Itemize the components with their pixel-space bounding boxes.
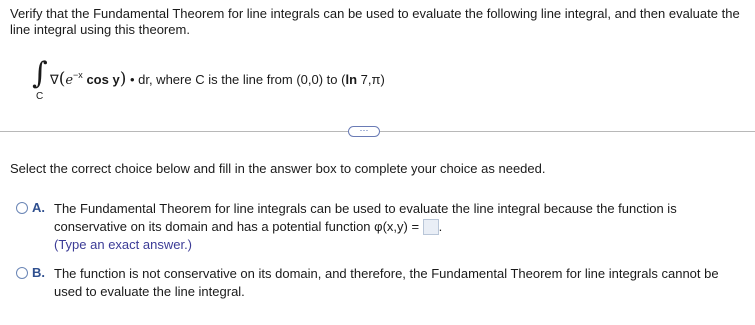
choice-a-text	[54, 200, 734, 254]
question-text: Verify that the Fundamental Theorem for line integrals can be used to evaluate the following line integral, and then evaluate the line integral using this theorem.	[10, 6, 740, 37]
ln-term: ln	[345, 72, 358, 87]
answer-input-box[interactable]	[423, 219, 439, 235]
choice-b-letter: B.	[32, 265, 45, 280]
integral-description: • dr, where C is the line from (0,0) to (	[129, 72, 346, 87]
endpoint-tail: 7,π)	[357, 72, 385, 87]
integrand	[50, 69, 385, 89]
exponent: −x	[73, 70, 83, 80]
radio-choice-a[interactable]	[16, 202, 28, 214]
more-button[interactable]: ···	[348, 126, 380, 137]
close-paren: )	[119, 69, 127, 89]
choice-a-period: .	[438, 219, 443, 234]
answer-hint: (Type an exact answer.)	[54, 237, 193, 252]
choice-a-statement: The Fundamental Theorem for line integrals can be used to evaluate the line integral because the function is conservative on its domain and has a potential function φ(x,y) =	[54, 201, 677, 234]
integral-subscript: C	[36, 91, 44, 102]
choice-b-text: The function is not conservative on its domain, and therefore, the Fundamental Theorem for line integrals cannot be used to evaluate the line integral.	[54, 266, 719, 299]
open-paren: (	[58, 69, 66, 89]
radio-choice-b[interactable]	[16, 267, 28, 279]
exp-base: e	[65, 73, 74, 88]
cos-term: cos y	[86, 72, 120, 87]
line-integral-expression	[30, 57, 630, 103]
nabla-symbol: ∇	[50, 72, 59, 87]
integral-sign: ∫	[32, 56, 48, 91]
choice-a-letter: A.	[32, 200, 45, 215]
instruction-text: Select the correct choice below and fill in the answer box to complete your choice as needed.	[10, 161, 546, 176]
